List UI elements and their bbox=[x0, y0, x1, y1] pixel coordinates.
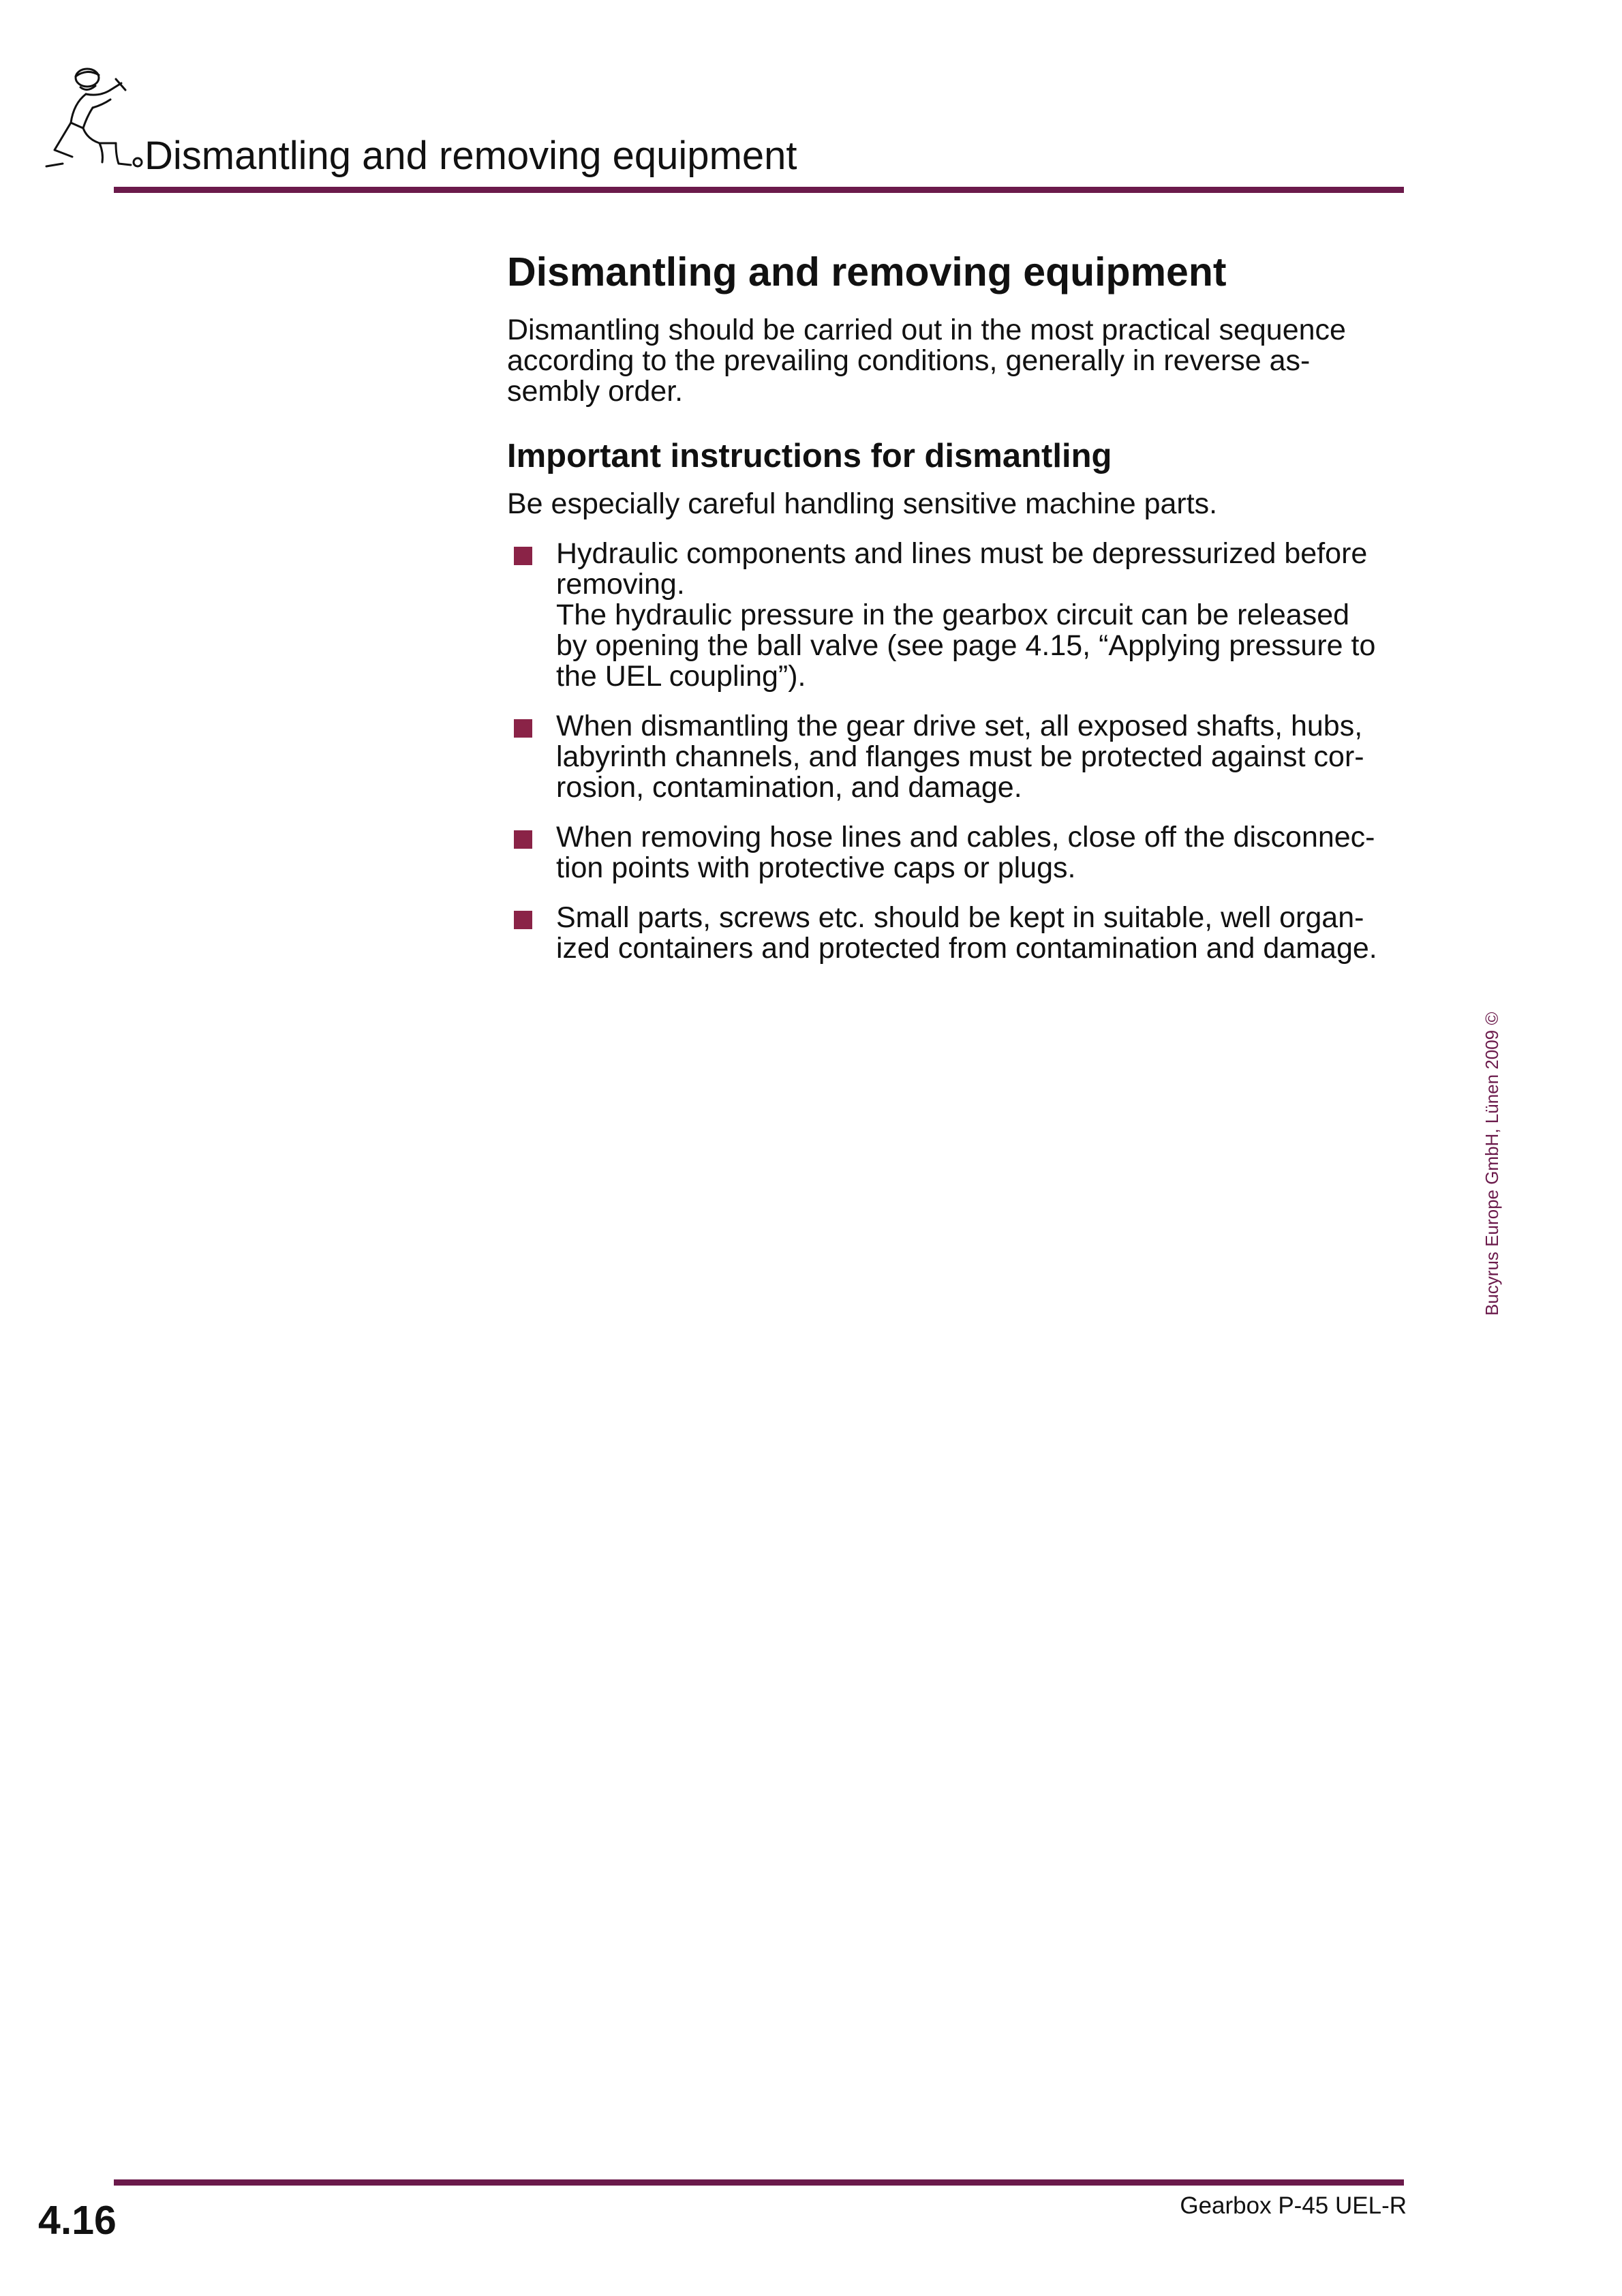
list-item-line: labyrinth channels, and flanges must be protected against cor- bbox=[556, 740, 1364, 773]
mechanic-icon bbox=[45, 63, 147, 172]
list-item-line: Small parts, screws etc. should be kept in suitable, well organ- bbox=[556, 901, 1364, 934]
list-item bbox=[507, 903, 1407, 964]
list-item-line: Hydraulic components and lines must be depressurized before bbox=[556, 537, 1368, 570]
document-title: Gearbox P-45 UEL-R bbox=[1180, 2192, 1407, 2219]
footer-rule bbox=[114, 2179, 1404, 2186]
page-number: 4.16 bbox=[38, 2198, 117, 2243]
list-item-line: When removing hose lines and cables, close off the disconnec- bbox=[556, 821, 1375, 854]
instruction-list bbox=[507, 539, 1407, 964]
list-item-text bbox=[556, 822, 1407, 883]
list-item-line: When dismantling the gear drive set, all exposed shafts, hubs, bbox=[556, 710, 1363, 742]
list-item-line: by opening the ball valve (see page 4.15, “Applying pressure to bbox=[556, 629, 1376, 662]
intro-line: sembly order. bbox=[507, 375, 684, 408]
list-item-line: The hydraulic pressure in the gearbox circuit can be released bbox=[556, 599, 1350, 631]
main-heading: Dismantling and removing equipment bbox=[507, 250, 1227, 294]
list-item bbox=[507, 822, 1407, 883]
header-section-title: Dismantling and removing equipment bbox=[144, 134, 797, 178]
bullet-square-icon bbox=[514, 547, 532, 565]
main-content bbox=[507, 248, 1407, 983]
bullet-square-icon bbox=[514, 911, 532, 929]
bullet-square-icon bbox=[514, 830, 532, 849]
bullet-square-icon bbox=[514, 719, 532, 738]
list-item bbox=[507, 539, 1407, 692]
list-item-line: rosion, contamination, and damage. bbox=[556, 771, 1022, 804]
list-item-line: tion points with protective caps or plugs. bbox=[556, 851, 1076, 884]
intro-paragraph bbox=[507, 315, 1407, 407]
header-rule bbox=[114, 187, 1404, 193]
list-item-text bbox=[556, 711, 1407, 803]
list-item-text bbox=[556, 539, 1407, 692]
intro-line: according to the prevailing conditions, generally in reverse as- bbox=[507, 344, 1311, 377]
list-item-line: ized containers and protected from contamination and damage. bbox=[556, 932, 1377, 965]
list-item bbox=[507, 711, 1407, 803]
list-item-line: the UEL coupling”). bbox=[556, 660, 806, 693]
copyright-notice bbox=[1482, 1002, 1516, 1316]
copyright-text: Bucyrus Europe GmbH, Lünen 2009 © bbox=[1482, 1012, 1502, 1316]
intro-line: Dismantling should be carried out in the most practical sequence bbox=[507, 314, 1346, 346]
caution-note: Be especially careful handling sensitive machine parts. bbox=[507, 487, 1218, 520]
list-item-line: removing. bbox=[556, 568, 685, 601]
list-item-text bbox=[556, 903, 1407, 964]
subheading: Important instructions for dismantling bbox=[507, 438, 1112, 474]
